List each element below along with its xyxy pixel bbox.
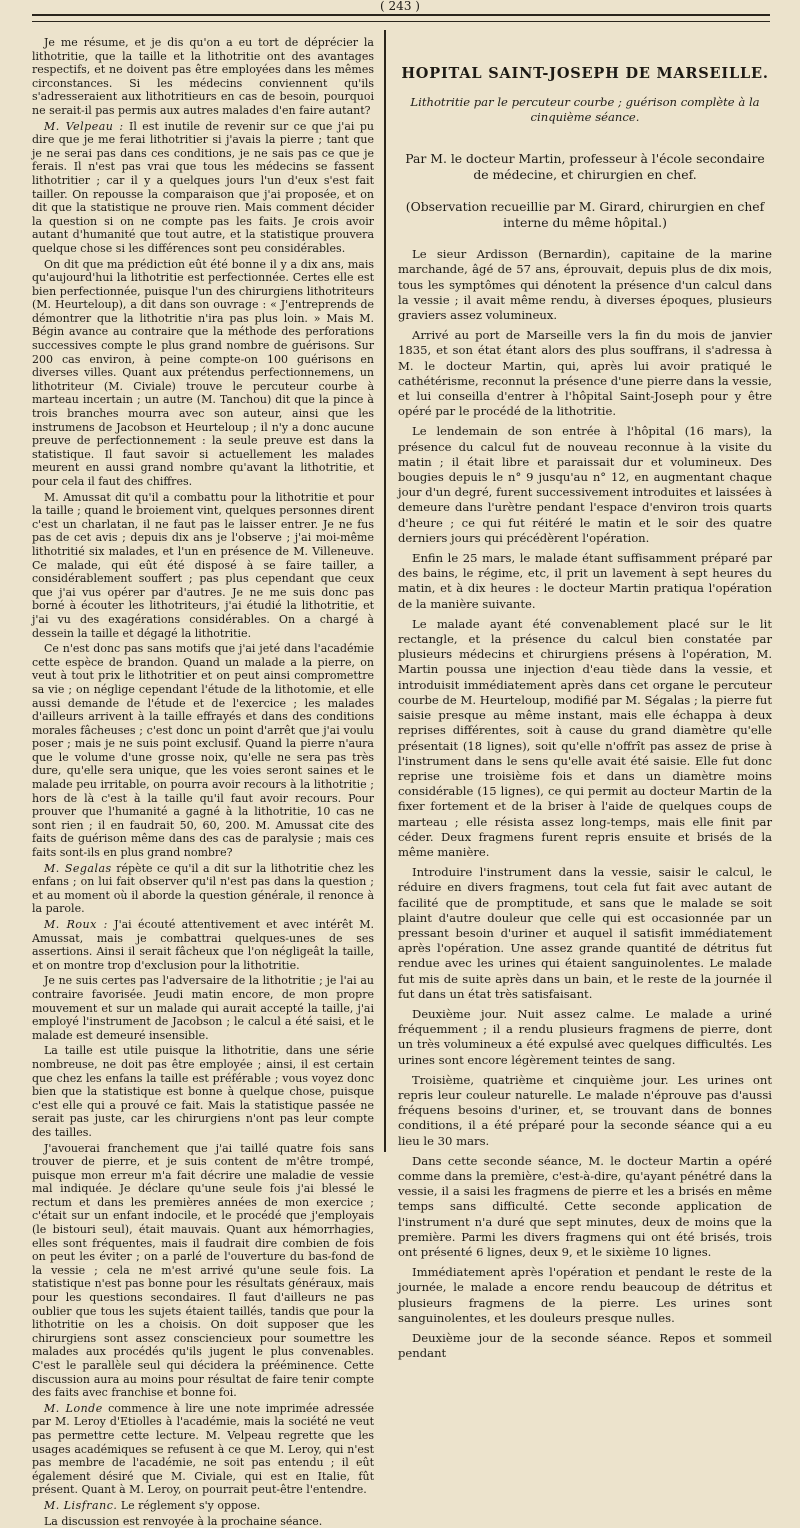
observation-note: (Observation recueillie par M. Girard, chirurgien en chef interne du même hôpital.) [405,199,765,231]
paragraph: Ce n'est donc pas sans motifs que j'ai jeté dans l'académie cette espèce de brandon. Quand un malade a la pierre, on veut à tout prix le lithotritier et on peut ainsi compromettre sa vie ; on néglige cependant l'étude de la lithotomie, et elle aussi demande de l'étude et de l'exercice ; les malades d'ailleurs arrivent à la taille effrayés et dans des conditions morales fâcheuses ; c'est donc un point d'arrêt que j'ai voulu poser ; mais je ne suis point exclusif. Quand la pierre n'aura que le volume d'une grosse noix, qu'elle ne sera pas très dure, qu'elle sera unique, que les voies seront saines et le malade peu irritable, on pourra avoir recours à la lithotritie ; hors de là c'est à la taille qu'il faut avoir recours. Pour prouver que l'humanité a gagné à la lithotritie, 10 cas ne sont rien ; il en faudrait 50, 60, 200. M. Amussat cite des faits de guérison même dans des cas de paralysie ; mais ces faits sont-ils en plus grand nombre? [32,642,374,860]
paragraph: J'avouerai franchement que j'ai taillé quatre fois sans trouver de pierre, et je suis content de m'être trompé, puisque mon erreur m'a fait décrire une maladie de vessie mal indiquée. Je déclare qu'une seule fois j'ai blessé le rectum et dans les premières années de mon exercice ; c'était sur un enfant indocile, et le procédé que j'employais (le bistouri seul), était mauvais. Quant aux hémorrhagies, elles sont fréquentes, mais il faudrait dire combien de fois on peut les éviter ; on a parlé de l'ouverture du bas-fond de la vessie ; cela ne m'est arrivé qu'une seule fois. La statistique n'est pas bonne pour les résultats généraux, mais pour les questions secondaires. Il faut d'ailleurs ne pas oublier que tous les sujets étaient taillés, tandis que pour la lithotritie on les a choisis. On doit supposer que les chirurgiens sont assez consciencieux pour soumettre les malades aux procédés qu'ils jugent le plus convenables. C'est le parallèle seul qui décidera la prééminence. Cette discussion aura au moins pour résultat de faire tenir compte des faits avec franchise et bonne foi. [32,1141,374,1400]
top-rule [32,14,770,22]
paragraph: Troisième, quatrième et cinquième jour. Les urines ont repris leur couleur naturelle. Le malade n'éprouve pas d'aussi fréquens besoins d'uriner, et, se trouvant dans de bonnes conditions, il a été préparé pour la seconde séance qui a eu lieu le 30 mars. [398,1072,772,1148]
paragraph: Dans cette seconde séance, M. le docteur Martin a opéré comme dans la première, c'est-à-dire, qu'ayant pénétré dans la vessie, il a saisi les fragmens de pierre et les a brisés en même temps sans difficulté. Cette seconde application de l'instrument n'a duré que sept minutes, deux de moins que la première. Parmi les divers fragmens qui ont été brisés, trois ont présenté 6 lignes, deux 9, et le sixième 10 lignes. [398,1153,772,1259]
paragraph: M. Roux : J'ai écouté attentivement et avec intérêt M. Amussat, mais je combattrai quelques-unes de ses assertions. Ainsi il serait fâcheux que l'on négligeât la taille, et on montre trop d'exclusion pour la lithotritie. [32,918,374,972]
paragraph: Le malade ayant été convenablement placé sur le lit rectangle, et la présence du calcul bien constatée par plusieurs médecins et chirurgiens présens à l'opération, M. Martin poussa une injection d'eau tiède dans la vessie, et introduisit immédiatement après dans cet organe le percuteur courbe de M. Heurteloup, modifié par M. Ségalas ; la pierre fut saisie presque au même instant, mais elle échappa à deux reprises différentes, soit à cause du grand diamètre qu'elle présentait (18 lignes), soit qu'elle n'offrît pas assez de prise à l'instrument dans le sens qu'elle avait été saisie. Elle fut donc reprise une troisième fois et dans un diamètre moins considérable (15 lignes), ce qui permit au docteur Martin de la fixer fortement et de la briser à l'aide de quelques coups de marteau ; elle résista assez long-temps, mais elle finit par céder. Deux fragmens furent repris ensuite et brisés de la même manière. [398,616,772,859]
author-line: Par M. le docteur Martin, professeur à l'école secondaire de médecine, et chirurgien en chef. [405,151,765,183]
paragraph: Introduire l'instrument dans la vessie, saisir le calcul, le réduire en divers fragmens, tout cela fut fait avec autant de facilité que de promptitude, et sans que le malade se soit plaint d'autre douleur que celle qui est occasionnée par un pressant besoin d'uriner et auquel il satisfit immédiatement après l'opération. Une assez grande quantité de détritus fut rendue avec les urines qui étaient sanguinolentes. Le malade fut mis de suite après dans un bain, et le reste de la journée il fut dans un état très satisfaisant. [398,865,772,1001]
paragraph: M. Velpeau : Il est inutile de revenir sur ce que j'ai pu dire que je me ferai lithotritier si j'avais la pierre ; tant que je ne serai pas dans ces conditions, je ne sais pas ce que je ferais. Il n'est pas vrai que tous les médecins se fassent lithotritier ; car il y a quelques jours l'un d'eux s'est fait tailler. On repousse la comparaison que j'ai proposée, et on dit que la statistique ne prouve rien. Mais comment décider la question si on ne compte pas les faits. Je crois avoir autant d'humanité que tout autre, et la statistique prouvera quelque chose si les différences sont peu considérables. [32,119,374,255]
paragraph: Le sieur Ardisson (Bernardin), capitaine de la marine marchande, âgé de 57 ans, éprouvait, depuis plus de dix mois, tous les symptômes qui dénotent la présence d'un calcul dans la vessie ; il avait même rendu, à diverses époques, plusieurs graviers assez volumineux. [398,247,772,323]
column-divider [384,30,386,1152]
paragraph: M. Segalas répète ce qu'il a dit sur la lithotritie chez les enfans ; on lui fait observer qu'il n'est pas dans la question ; et au moment où il aborde la question générale, il renonce à la parole. [32,861,374,916]
section-subtitle: Lithotritie par le percuteur courbe ; guérison complète à la cinquième séance. [410,95,760,125]
section-title: HOPITAL SAINT-JOSEPH DE MARSEILLE. [401,65,769,82]
paragraph: M. Amussat dit qu'il a combattu pour la lithotritie et pour la taille ; quand le broiement vint, quelques personnes dirent c'est un charlatan, il ne faut pas le laisser entrer. Je ne fus pas de cet avis ; depuis dix ans je l'observe ; j'ai moi-même lithotritié six malades, et l'un en présence de M. Villeneuve. Ce malade, qui eût été disposé à se faire tailler, a considérablement souffert ; pas plus cependant que ceux que j'ai vus opérer par d'autres. Je ne me suis donc pas borné à écouter les lithotriteurs, j'ai étudié la lithotritie, et j'ai vu des exagérations considérables. On a chargé à dessein la taille et dégagé la lithotritie. [32,490,374,640]
page-number: ( 243 ) [380,0,420,13]
paragraph: La taille est utile puisque la lithotritie, dans une série nombreuse, ne doit pas être employée ; ainsi, il est certain que chez les enfans la taille est préférable ; vous voyez donc bien que la statistique est bonne à quelque chose, puisque c'est elle qui a prouvé ce fait. Mais la statistique passée ne serait pas juste, car les chirurgiens n'ont pas leur compte des tailles. [32,1044,374,1139]
left-column [32,36,374,1528]
paragraph: M. Londe commence à lire une note imprimée adressée par M. Leroy d'Etiolles à l'académie, mais la société ne veut pas permettre cette lecture. M. Velpeau regrette que les usages académiques se refusent à ce que M. Leroy, qui n'est pas membre de l'académie, ne soit pas entendu ; il eût également désiré que M. Civiale, qui est en Italie, fût présent. Quant à M. Leroy, on pourrait peut-être l'entendre. [32,1401,374,1497]
paragraph: Deuxième jour. Nuit assez calme. Le malade a uriné fréquemment ; il a rendu plusieurs fragmens de pierre, dont un très volumineux a été expulsé avec quelques difficultés. Les urines sont encore légèrement teintes de sang. [398,1006,772,1067]
paragraph: Je me résume, et je dis qu'on a eu tort de déprécier la lithotritie, que la taille et la lithotritie ont des avantages respectifs, et ne doivent pas être employées dans les mêmes circonstances. Si les médecins conviennent qu'ils s'adresseraient aux lithotritieurs en cas de besoin, pourquoi ne serait-il pas permis aux autres malades d'en faire autant? [32,36,374,117]
paragraph: La discussion est renvoyée à la prochaine séance. [44,1514,323,1528]
paragraph: Je ne suis certes pas l'adversaire de la lithotritie ; je l'ai au contraire favorisée. Jeudi matin encore, de mon propre mouvement et sur un malade qui aurait accepté la taille, j'ai employé l'instrument de Jacobson ; le calcul a été saisi, et le malade est demeuré insensible. [32,974,374,1042]
paragraph: Enfin le 25 mars, le malade étant suffisamment préparé par des bains, le régime, etc, il prit un lavement à sept heures du matin, et à dix heures : le docteur Martin pratiqua l'opération de la manière suivante. [398,551,772,611]
paragraph: M. Lisfranc. Le réglement s'y oppose. [44,1498,261,1512]
paragraph: On dit que ma prédiction eût été bonne il y a dix ans, mais qu'aujourd'hui la lithotritie est perfectionnée. Certes elle est bien perfectionnée, puisque l'un des chirurgiens lithotriteurs (M. Heurteloup), a dit dans son ouvrage : « J'entreprends de démontrer que la lithotritie n'ira pas plus loin. » Mais M. Bégin avance au contraire que la méthode des perforations successives compte le plus grand nombre de guérisons. Sur 200 cas environ, à peine compte-on 100 guérisons en diverses villes. Quant aux prétendus perfectionnemens, un lithotriteur (M. Civiale) trouve le percuteur courbe à marteau incertain ; un autre (M. Tanchou) dit que la pince à trois branches mourra avec son auteur, ainsi que les instrumens de Jacobson et Heurteloup ; il n'y a donc aucune preuve de perfectionnement : la seule preuve est dans la statistique. Il faut savoir si actuellement les malades meurent en aussi grand nombre qu'avant la lithotritie, et pour cela il faut des chiffres. [32,257,374,488]
paragraph: Le lendemain de son entrée à l'hôpital (16 mars), la présence du calcul fut de nouveau reconnue à la visite du matin ; il était libre et paraissait dur et volumineux. Des bougies depuis le n° 9 jusqu'au n° 12, en augmentant chaque jour d'un degré, furent successivement introduites et laissées à demeure dans l'urètre pendant l'espace d'environ trois quarts d'heure ; ce qui fut réitéré le matin et le soir des quatre derniers jours qui précédèrent l'opération. [398,424,772,545]
paragraph: Deuxième jour de la seconde séance. Repos et sommeil pendant [398,1331,772,1361]
right-column [398,36,772,1361]
paragraph: Immédiatement après l'opération et pendant le reste de la journée, le malade a encore rendu beaucoup de détritus et plusieurs fragmens de la pierre. Les urines sont sanguinolentes, et les douleurs presque nulles. [398,1265,772,1325]
paragraph: Arrivé au port de Marseille vers la fin du mois de janvier 1835, et son état étant alors des plus souffrans, il s'adressa à M. le docteur Martin, qui, après lui avoir pratiqué le cathétérisme, reconnut la présence d'une pierre dans la vessie, et lui conseilla d'entrer à l'hôpital Saint-Joseph pour y être opéré par le procédé de la lithotritie. [398,328,772,419]
